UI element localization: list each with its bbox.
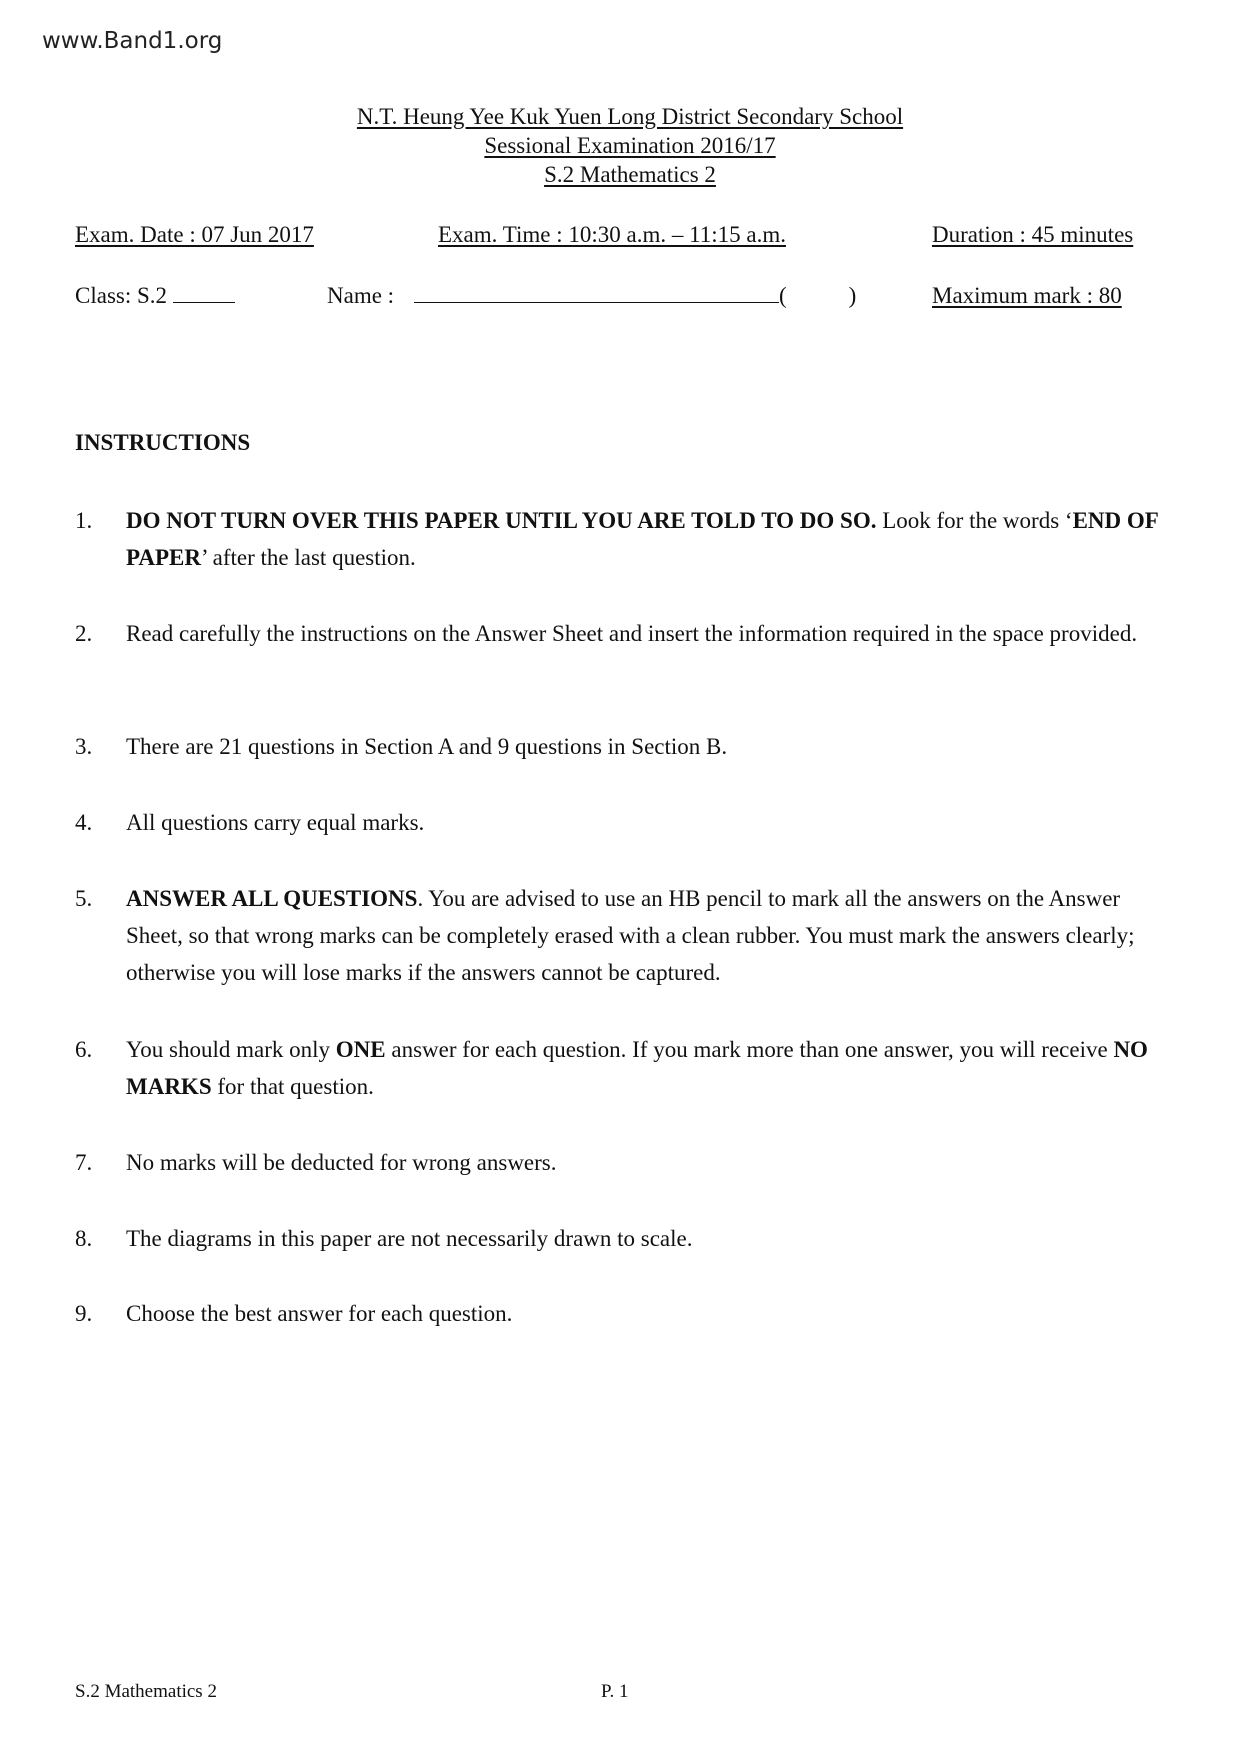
exam-date: Exam. Date : 07 Jun 2017 [75,222,314,247]
instruction-item: 3. There are 21 questions in Section A and 9 questions in Section B. [75,734,728,759]
instruction-item: 1. DO NOT TURN OVER THIS PAPER UNTIL YOU ARE TOLD TO DO SO. Look for the words ‘END OF PAPER’ after the last question. [75,508,1158,570]
instruction-item: 7. No marks will be deducted for wrong answers. [75,1150,557,1175]
page-number: P. 1 [601,1681,629,1702]
instruction-item: 2. Read carefully the instructions on the Answer Sheet and insert the information required in the space provided. [75,621,1138,646]
instruction-item: 9. Choose the best answer for each question. [75,1301,513,1326]
school-title: N.T. Heung Yee Kuk Yuen Long District Secondary School [356,104,904,129]
instruction-item: 6. You should mark only ONE answer for each question. If you mark more than one answer, you will receive NO MARKS for that question. [75,1037,1148,1099]
duration: Duration : 45 minutes [932,222,1134,247]
maximum-mark: Maximum mark : 80 [932,283,1122,308]
instructions-heading: INSTRUCTIONS [75,430,251,455]
instruction-item: 4. All questions carry equal marks. [75,810,425,835]
exam-time: Exam. Time : 10:30 a.m. – 11:15 a.m. [438,222,786,247]
watermark-url: www.Band1.org [42,28,223,54]
instruction-item: 8. The diagrams in this paper are not necessarily drawn to scale. [75,1226,693,1251]
name-label: Name : [327,283,395,308]
footer-subject: S.2 Mathematics 2 [75,1681,217,1702]
exam-title: Sessional Examination 2016/17 [484,133,776,158]
instruction-item: 5. ANSWER ALL QUESTIONS. You are advised to use an HB pencil to mark all the answers on the Answer Sheet, so that wrong marks can be completely erased with a clean rubber. You must mark the answers clearly; otherwise you will lose marks if the answers cannot be captured. [75,886,1135,985]
name-field[interactable]: ( ) [414,283,856,309]
subject-title: S.2 Mathematics 2 [544,162,716,187]
class-field[interactable]: Class: S.2 [75,283,235,309]
